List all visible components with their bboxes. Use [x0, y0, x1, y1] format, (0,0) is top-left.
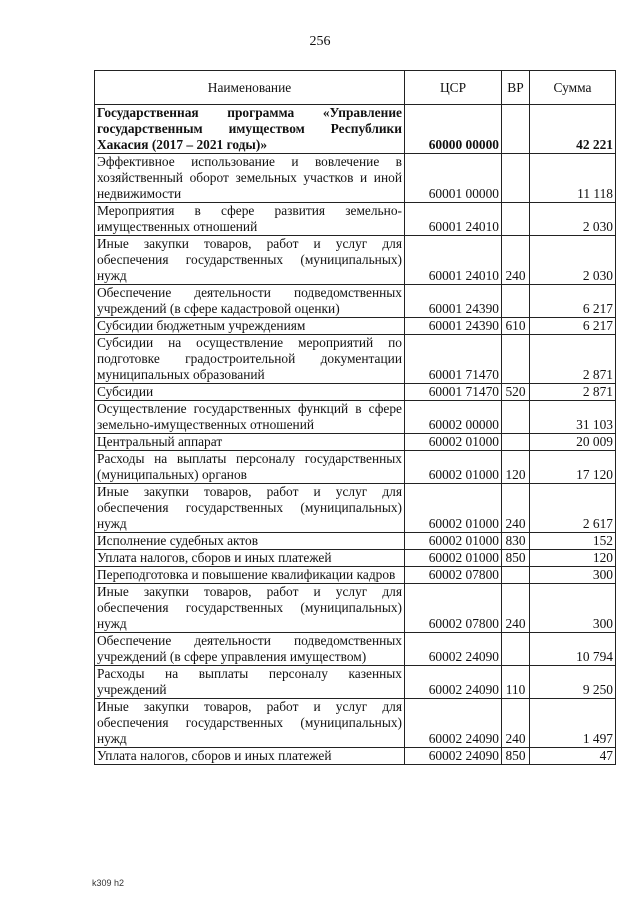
cell-vr: [502, 105, 530, 154]
cell-name: Иные закупки товаров, работ и услуг для обеспечения государственных (муниципальных) нужд: [95, 236, 405, 285]
cell-sum: 120: [530, 550, 616, 567]
cell-sum: 2 030: [530, 203, 616, 236]
cell-vr: [502, 335, 530, 384]
cell-name: Субсидии на осуществление мероприятий по подготовке градостроительной документации муниципальных образований: [95, 335, 405, 384]
cell-code: 60002 24090: [405, 666, 502, 699]
cell-code: 60002 00000: [405, 401, 502, 434]
cell-code: 60002 01000: [405, 434, 502, 451]
cell-sum: 31 103: [530, 401, 616, 434]
cell-code: 60002 07800: [405, 584, 502, 633]
cell-code: 60002 01000: [405, 533, 502, 550]
cell-code: 60001 24010: [405, 236, 502, 285]
cell-name: Расходы на выплаты персоналу казенных учреждений: [95, 666, 405, 699]
table-row: [95, 154, 616, 203]
cell-vr: [502, 285, 530, 318]
cell-name: Уплата налогов, сборов и иных платежей: [95, 748, 405, 765]
table-row: [95, 105, 616, 154]
cell-vr: 830: [502, 533, 530, 550]
cell-code: 60002 01000: [405, 451, 502, 484]
table-row: [95, 567, 616, 584]
cell-vr: [502, 434, 530, 451]
cell-sum: 42 221: [530, 105, 616, 154]
cell-name: Иные закупки товаров, работ и услуг для обеспечения государственных (муниципальных) нужд: [95, 584, 405, 633]
header-sum: Сумма: [530, 71, 616, 105]
table-header-row: [95, 71, 616, 105]
cell-code: 60002 24090: [405, 748, 502, 765]
cell-name: Центральный аппарат: [95, 434, 405, 451]
cell-vr: [502, 401, 530, 434]
cell-name: Субсидии бюджетным учреждениям: [95, 318, 405, 335]
cell-vr: 240: [502, 699, 530, 748]
cell-vr: [502, 633, 530, 666]
footer-code: k309 h2: [92, 878, 125, 888]
cell-name: Эффективное использование и вовлечение в хозяйственный оборот земельных участков и иной недвижимости: [95, 154, 405, 203]
cell-name: Государственная программа «Управление государственным имуществом Республики Хакасия (2017 – 2021 годы)»: [95, 105, 405, 154]
table-row: [95, 434, 616, 451]
table-row: [95, 484, 616, 533]
table-row: [95, 584, 616, 633]
cell-name: Исполнение судебных актов: [95, 533, 405, 550]
cell-sum: 9 250: [530, 666, 616, 699]
cell-code: 60002 01000: [405, 484, 502, 533]
page-number: 256: [309, 34, 331, 49]
cell-vr: 610: [502, 318, 530, 335]
table-row: [95, 384, 616, 401]
cell-sum: 152: [530, 533, 616, 550]
cell-code: 60000 00000: [405, 105, 502, 154]
table-row: [95, 550, 616, 567]
table-row: [95, 236, 616, 285]
cell-code: 60001 71470: [405, 335, 502, 384]
cell-name: Уплата налогов, сборов и иных платежей: [95, 550, 405, 567]
table-row: [95, 335, 616, 384]
cell-code: 60002 07800: [405, 567, 502, 584]
table-row: [95, 666, 616, 699]
cell-vr: 520: [502, 384, 530, 401]
cell-vr: 850: [502, 550, 530, 567]
cell-code: 60002 01000: [405, 550, 502, 567]
header-code: ЦСР: [405, 71, 502, 105]
cell-name: Субсидии: [95, 384, 405, 401]
cell-sum: 10 794: [530, 633, 616, 666]
table-row: [95, 699, 616, 748]
table-row: [95, 451, 616, 484]
cell-sum: 47: [530, 748, 616, 765]
cell-sum: 300: [530, 584, 616, 633]
header-vr: ВР: [502, 71, 530, 105]
cell-name: Иные закупки товаров, работ и услуг для обеспечения государственных (муниципальных) нужд: [95, 699, 405, 748]
cell-vr: 110: [502, 666, 530, 699]
header-name: Наименование: [95, 71, 405, 105]
cell-sum: 2 030: [530, 236, 616, 285]
cell-name: Осуществление государственных функций в сфере земельно-имущественных отношений: [95, 401, 405, 434]
cell-vr: 240: [502, 584, 530, 633]
cell-name: Переподготовка и повышение квалификации кадров: [95, 567, 405, 584]
cell-vr: 240: [502, 484, 530, 533]
cell-code: 60001 24390: [405, 318, 502, 335]
cell-vr: [502, 154, 530, 203]
table-row: [95, 203, 616, 236]
table-row: [95, 318, 616, 335]
cell-name: Расходы на выплаты персоналу государственных (муниципальных) органов: [95, 451, 405, 484]
cell-sum: 6 217: [530, 318, 616, 335]
cell-vr: [502, 567, 530, 584]
cell-vr: [502, 203, 530, 236]
table-row: [95, 533, 616, 550]
cell-name: Иные закупки товаров, работ и услуг для обеспечения государственных (муниципальных) нужд: [95, 484, 405, 533]
cell-code: 60002 24090: [405, 699, 502, 748]
table-row: [95, 285, 616, 318]
table-row: [95, 748, 616, 765]
cell-name: Обеспечение деятельности подведомственных учреждений (в сфере кадастровой оценки): [95, 285, 405, 318]
table-row: [95, 401, 616, 434]
cell-vr: 120: [502, 451, 530, 484]
cell-code: 60002 24090: [405, 633, 502, 666]
cell-sum: 11 118: [530, 154, 616, 203]
cell-name: Обеспечение деятельности подведомственных учреждений (в сфере управления имуществом): [95, 633, 405, 666]
table-body: [95, 105, 616, 765]
cell-sum: 20 009: [530, 434, 616, 451]
budget-table: [94, 70, 616, 765]
cell-vr: 240: [502, 236, 530, 285]
cell-sum: 2 871: [530, 384, 616, 401]
cell-code: 60001 00000: [405, 154, 502, 203]
cell-code: 60001 71470: [405, 384, 502, 401]
cell-name: Мероприятия в сфере развития земельно-имущественных отношений: [95, 203, 405, 236]
cell-sum: 17 120: [530, 451, 616, 484]
cell-code: 60001 24390: [405, 285, 502, 318]
cell-sum: 2 871: [530, 335, 616, 384]
cell-vr: 850: [502, 748, 530, 765]
cell-sum: 6 217: [530, 285, 616, 318]
table-row: [95, 633, 616, 666]
cell-sum: 300: [530, 567, 616, 584]
cell-sum: 2 617: [530, 484, 616, 533]
cell-code: 60001 24010: [405, 203, 502, 236]
cell-sum: 1 497: [530, 699, 616, 748]
